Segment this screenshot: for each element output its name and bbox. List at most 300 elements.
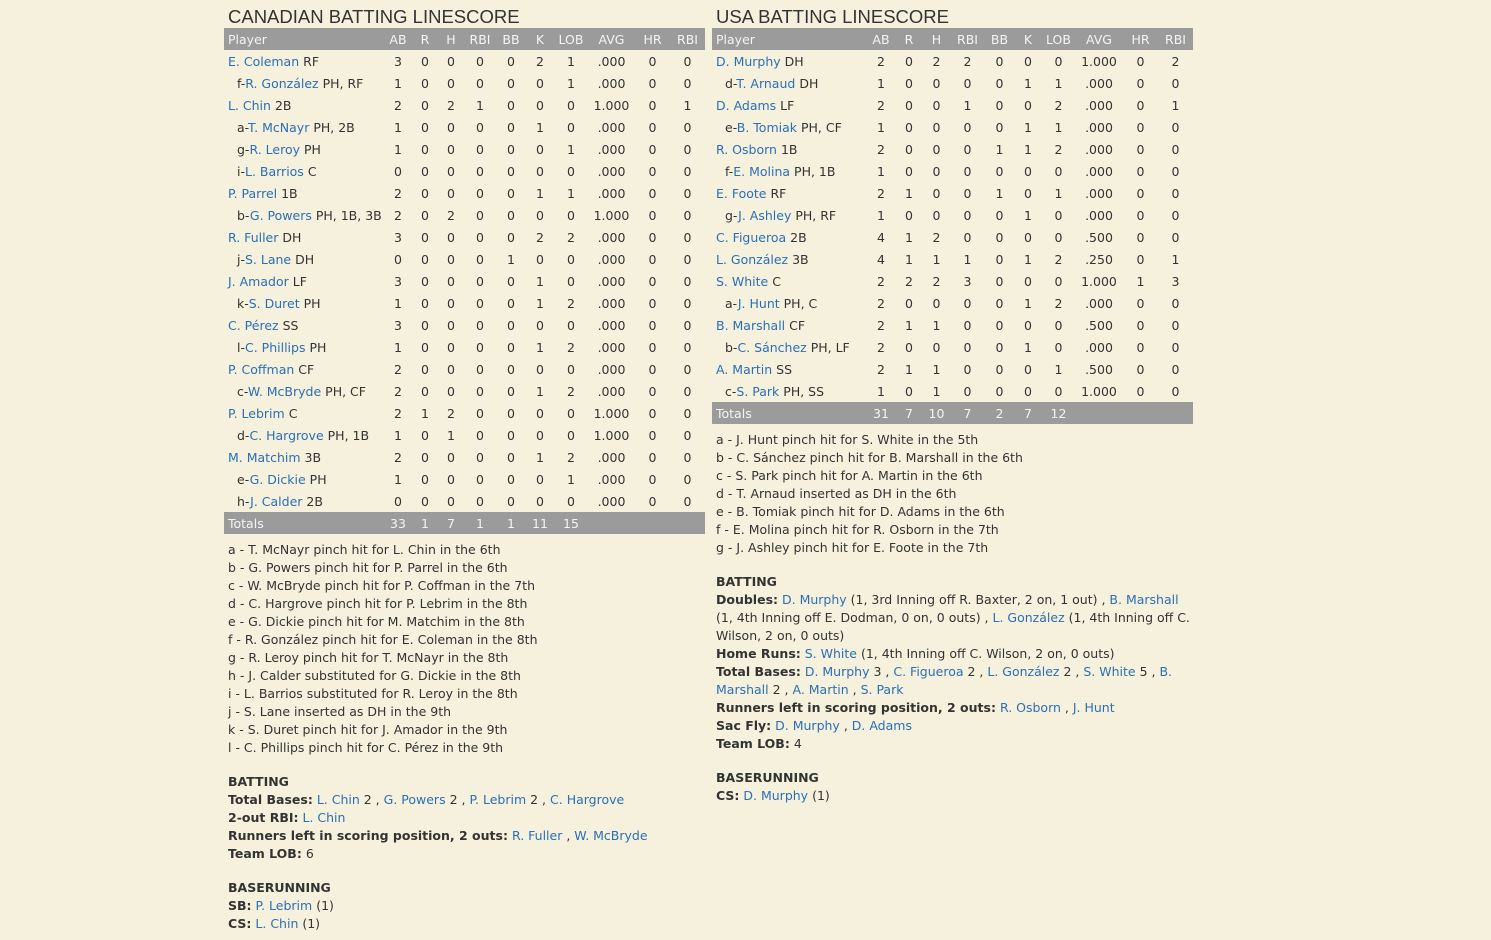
stat-cell: 0 — [1136, 229, 1145, 245]
player-link[interactable]: J. Calder — [250, 493, 303, 509]
table-row — [224, 358, 705, 380]
player-position: PH — [303, 141, 321, 157]
stat-cell: 0 — [421, 163, 429, 179]
stat-cell: 0 — [421, 119, 429, 135]
player-link[interactable]: L. Chin — [302, 810, 346, 825]
detail-text: (1) — [298, 916, 321, 931]
table-row — [224, 72, 705, 94]
player-link[interactable]: C. Figueroa — [716, 229, 787, 245]
player-link[interactable]: E. Molina — [733, 163, 791, 179]
section-heading: BATTING — [228, 774, 289, 789]
stat-cell: 1 — [536, 339, 544, 355]
table-row — [712, 94, 1193, 116]
stat-cell: 0 — [963, 339, 972, 355]
stat-cell: 1 — [567, 185, 575, 201]
stat-cell: 3 — [963, 273, 972, 289]
stat-cell: 0 — [1171, 163, 1180, 179]
player-link[interactable]: P. Lebrim — [469, 792, 527, 807]
stat-cell: 0 — [1024, 163, 1032, 179]
stat-cell: 0 — [683, 383, 692, 399]
totals-cell: 33 — [384, 512, 412, 534]
detail-text: (1, 4th Inning off C. Wilson, 2 on, 0 outs) — [716, 610, 1190, 643]
stat-cell: 3 — [394, 53, 402, 69]
stat-cell: 0 — [1171, 295, 1180, 311]
stat-cell: 0 — [905, 75, 913, 91]
stat-cell: 0 — [1171, 339, 1180, 355]
totals-cell: 7 — [950, 402, 985, 424]
player-cell — [712, 226, 867, 248]
table-row — [224, 94, 705, 116]
player-link[interactable]: D. Murphy — [743, 788, 809, 803]
stat-cell: 0 — [507, 141, 515, 157]
stat-cell: 0 — [476, 207, 484, 223]
stat-cell: 1 — [1171, 251, 1180, 267]
stat-cell: 1 — [1024, 141, 1032, 157]
sub-letter: k- — [237, 295, 249, 311]
column-header: H — [438, 28, 464, 50]
stat-cell: 2 — [877, 361, 885, 377]
stat-cell: 0 — [905, 53, 913, 69]
player-position: PH, 1B — [327, 427, 370, 443]
player-position: PH, 1B — [794, 163, 836, 179]
detail-text: , — [562, 828, 575, 843]
stat-cell: 0 — [507, 405, 515, 421]
stat-cell: 0 — [995, 339, 1004, 355]
player-link[interactable]: T. Arnaud — [736, 75, 796, 91]
sub-letter: l- — [237, 339, 245, 355]
totals-cell — [1123, 402, 1158, 424]
canadian-batting-table — [224, 28, 705, 534]
stat-cell: 0 — [648, 119, 657, 135]
player-link[interactable]: W. McBryde — [247, 383, 322, 399]
stat-cell: 1 — [995, 141, 1004, 157]
detail-line — [228, 915, 705, 933]
player-link[interactable]: D. Murphy — [804, 664, 870, 679]
column-header: AVG — [588, 28, 635, 50]
player-link[interactable]: C. Sánchez — [737, 339, 807, 355]
stat-cell: 0 — [1171, 317, 1180, 333]
stat-cell: 2 — [877, 53, 885, 69]
player-link[interactable]: S. White — [716, 273, 769, 289]
stat-cell: 0 — [963, 229, 972, 245]
substitution-note: g - R. Leroy pinch hit for T. McNayr in the 8th — [228, 650, 509, 665]
table-row — [224, 446, 705, 468]
stat-cell: 0 — [421, 273, 429, 289]
stat-cell: 0 — [507, 449, 515, 465]
stat-cell: 0 — [932, 339, 941, 355]
substitution-notes — [712, 424, 1193, 557]
substitution-note: b - G. Powers pinch hit for P. Parrel in the 6th — [228, 560, 508, 575]
stat-cell: 0 — [394, 493, 402, 509]
stat-cell: .000 — [597, 493, 626, 509]
stat-cell: 0 — [963, 163, 972, 179]
details-section — [224, 863, 705, 933]
substitution-note: j - S. Lane inserted as DH in the 9th — [228, 704, 452, 719]
player-position: 1B — [780, 141, 798, 157]
stat-cell: .000 — [597, 295, 626, 311]
player-link[interactable]: J. Ashley — [738, 207, 792, 223]
stat-cell: 2 — [932, 273, 941, 289]
stat-cell: 0 — [683, 449, 692, 465]
stat-cell: 0 — [995, 163, 1004, 179]
substitution-note: f - R. González pinch hit for E. Coleman in the 8th — [228, 632, 538, 647]
stat-cell: .000 — [597, 53, 626, 69]
stat-cell: 1 — [877, 119, 885, 135]
stat-cell: 0 — [995, 207, 1004, 223]
player-link[interactable]: R. Osborn — [716, 141, 777, 157]
detail-text: 2 , — [445, 792, 470, 807]
player-link[interactable]: R. Fuller — [228, 229, 279, 245]
sub-letter: c- — [725, 383, 737, 399]
player-link[interactable]: E. Coleman — [228, 53, 300, 69]
stat-cell: 0 — [963, 295, 972, 311]
substitution-note: e - G. Dickie pinch hit for M. Matchim in the 8th — [228, 614, 525, 629]
totals-cell: 1 — [464, 512, 496, 534]
player-position: SS — [282, 317, 299, 333]
stat-cell: 0 — [476, 449, 484, 465]
stat-cell: 1 — [1136, 273, 1145, 289]
stat-cell: 0 — [995, 361, 1004, 377]
stat-cell: 0 — [648, 229, 657, 245]
totals-cell — [1158, 402, 1193, 424]
player-cell — [224, 270, 384, 292]
stat-cell: 0 — [507, 207, 515, 223]
player-link[interactable]: L. Chin — [228, 97, 271, 113]
stat-cell: 0 — [447, 493, 455, 509]
stat-cell: 1 — [536, 273, 544, 289]
table-row — [224, 138, 705, 160]
detail-line — [716, 591, 1193, 645]
stat-cell: 0 — [1054, 53, 1063, 69]
player-cell — [712, 94, 867, 116]
sub-letter: e- — [725, 119, 737, 135]
substitution-note: c - W. McBryde pinch hit for P. Coffman in the 7th — [228, 578, 535, 593]
details-section — [712, 753, 1193, 805]
column-header: LOB — [554, 28, 588, 50]
player-link[interactable]: B. Marshall — [1109, 592, 1179, 607]
stat-cell: 0 — [1024, 317, 1032, 333]
stat-cell: 0 — [536, 493, 544, 509]
stat-cell: 0 — [905, 295, 913, 311]
stat-cell: 0 — [932, 163, 941, 179]
player-link[interactable]: D. Adams — [851, 718, 912, 733]
player-link[interactable]: B. Tomiak — [736, 119, 797, 135]
player-link[interactable]: D. Murphy — [775, 718, 840, 733]
stat-cell: 3 — [394, 273, 402, 289]
table-row — [224, 380, 705, 402]
stat-cell: 0 — [932, 119, 941, 135]
player-link[interactable]: L. González — [716, 251, 789, 267]
stat-cell: 0 — [1136, 75, 1145, 91]
substitution-note: k - S. Duret pinch hit for J. Amador in the 9th — [228, 722, 508, 737]
stat-cell: 0 — [567, 251, 575, 267]
stat-cell: 0 — [995, 75, 1004, 91]
player-link[interactable]: L. Chin — [255, 916, 299, 931]
player-link[interactable]: R. Fuller — [511, 828, 563, 843]
stat-cell: 1 — [507, 251, 515, 267]
player-link[interactable]: P. Coffman — [228, 361, 295, 377]
player-cell — [224, 116, 384, 138]
table-header-row — [224, 28, 705, 50]
stat-cell: 1 — [932, 317, 941, 333]
player-link[interactable]: D. Murphy — [782, 592, 847, 607]
stat-cell: 0 — [447, 251, 455, 267]
stat-cell: 0 — [932, 295, 941, 311]
substitution-note: d - C. Hargrove pinch hit for P. Lebrim in the 8th — [228, 596, 528, 611]
detail-label: CS: — [228, 916, 252, 931]
stat-cell: 2 — [394, 383, 402, 399]
player-link[interactable]: G. Powers — [383, 792, 446, 807]
stat-cell: .000 — [597, 317, 626, 333]
stat-cell: 1 — [877, 163, 885, 179]
player-link[interactable]: G. Dickie — [249, 471, 306, 487]
stat-cell: 0 — [567, 119, 575, 135]
detail-text: , — [839, 718, 852, 733]
stat-cell: 0 — [1136, 251, 1145, 267]
table-row — [712, 50, 1193, 72]
stat-cell: 0 — [421, 75, 429, 91]
column-header: BB — [985, 28, 1014, 50]
player-link[interactable]: D. Adams — [716, 97, 777, 113]
substitution-note: d - T. Arnaud inserted as DH in the 6th — [716, 486, 957, 501]
player-link[interactable]: B. Marshall — [716, 317, 786, 333]
substitution-note: l - C. Phillips pinch hit for C. Pérez in the 9th — [228, 740, 504, 755]
stat-cell: 0 — [476, 273, 484, 289]
stat-cell: 0 — [394, 163, 402, 179]
stat-cell: 0 — [507, 163, 515, 179]
stat-cell: .000 — [597, 75, 626, 91]
stat-cell: 1 — [905, 251, 913, 267]
stat-cell: 0 — [447, 185, 455, 201]
player-link[interactable]: C. Pérez — [228, 317, 279, 333]
player-link[interactable]: L. González — [987, 664, 1060, 679]
player-link[interactable]: S. White — [804, 646, 857, 661]
stat-cell: 0 — [507, 119, 515, 135]
player-link[interactable]: C. Figueroa — [893, 664, 964, 679]
stat-cell: 0 — [683, 75, 692, 91]
stat-cell: 1 — [476, 97, 484, 113]
stat-cell: 0 — [476, 339, 484, 355]
stat-cell: 0 — [1171, 361, 1180, 377]
player-link[interactable]: J. Amador — [228, 273, 289, 289]
player-link[interactable]: L. González — [992, 610, 1065, 625]
stat-cell: 0 — [421, 383, 429, 399]
player-link[interactable]: P. Lebrim — [228, 405, 285, 421]
column-header: R — [895, 28, 923, 50]
stat-cell: 0 — [447, 119, 455, 135]
stat-cell: 0 — [995, 97, 1004, 113]
stat-cell: 0 — [963, 119, 972, 135]
stat-cell: 0 — [476, 229, 484, 245]
player-cell — [224, 402, 384, 424]
detail-line — [716, 717, 1193, 735]
stat-cell: 0 — [963, 317, 972, 333]
substitution-note: a - T. McNayr pinch hit for L. Chin in the 6th — [228, 542, 501, 557]
stat-cell: 0 — [507, 53, 515, 69]
detail-text: (1) — [312, 898, 334, 913]
player-link[interactable]: S. Park — [736, 383, 780, 399]
table-row — [712, 314, 1193, 336]
totals-row — [712, 402, 1193, 424]
stat-cell: 2 — [1171, 53, 1180, 69]
sub-letter: j- — [237, 251, 245, 267]
totals-row — [224, 512, 705, 534]
stat-cell: .000 — [597, 251, 626, 267]
stat-cell: 0 — [963, 185, 972, 201]
player-cell — [224, 160, 384, 182]
column-header: AB — [867, 28, 895, 50]
player-link[interactable]: L. Chin — [316, 792, 360, 807]
table-row — [712, 138, 1193, 160]
sub-letter: a- — [237, 119, 249, 135]
stat-cell: 0 — [567, 361, 575, 377]
stat-cell: 0 — [421, 141, 429, 157]
stat-cell: 1 — [394, 339, 402, 355]
stat-cell: .000 — [597, 229, 626, 245]
player-cell — [224, 50, 384, 72]
player-cell — [224, 138, 384, 160]
stat-cell: 0 — [1024, 361, 1032, 377]
detail-text: 2 , — [768, 682, 793, 697]
player-cell — [712, 72, 867, 94]
stat-cell: 0 — [963, 361, 972, 377]
stat-cell: 0 — [1136, 185, 1145, 201]
stat-cell: 0 — [567, 317, 575, 333]
player-link[interactable]: D. Murphy — [716, 53, 781, 69]
player-position: PH, RF — [795, 207, 837, 223]
player-link[interactable]: B. Marshall — [716, 664, 1173, 697]
stat-cell: 3 — [1171, 273, 1180, 289]
player-position: PH, CF — [325, 383, 366, 399]
player-position: PH — [303, 295, 321, 311]
player-position: DH — [282, 229, 302, 245]
stat-cell: 2 — [394, 449, 402, 465]
stat-cell: 2 — [567, 295, 575, 311]
column-header: H — [923, 28, 950, 50]
stat-cell: 0 — [648, 141, 657, 157]
stat-cell: 0 — [421, 361, 429, 377]
stat-cell: 1 — [1054, 361, 1063, 377]
stat-cell: 1 — [1054, 119, 1063, 135]
stat-cell: 3 — [394, 317, 402, 333]
stat-cell: 1 — [421, 405, 429, 421]
table-header-row — [712, 28, 1193, 50]
table-row — [224, 204, 705, 226]
player-position: PH, CF — [800, 119, 842, 135]
stat-cell: 2 — [394, 185, 402, 201]
stat-cell: 2 — [394, 361, 402, 377]
stat-cell: 1 — [932, 383, 941, 399]
stat-cell: 2 — [447, 207, 455, 223]
stat-cell: 0 — [421, 97, 429, 113]
stat-cell: 0 — [648, 53, 657, 69]
detail-text: , — [1060, 700, 1073, 715]
player-link[interactable]: W. McBryde — [574, 828, 648, 843]
stat-cell: 1 — [394, 295, 402, 311]
player-link[interactable]: A. Martin — [792, 682, 849, 697]
stat-cell: .000 — [597, 449, 626, 465]
detail-label: Sac Fly: — [716, 718, 772, 733]
column-header: AVG — [1075, 28, 1123, 50]
totals-label: Totals — [712, 402, 867, 424]
player-position: 2B — [274, 97, 292, 113]
detail-line — [228, 827, 705, 845]
player-link[interactable]: C. Phillips — [244, 339, 306, 355]
player-cell — [224, 446, 384, 468]
stat-cell: 0 — [648, 207, 657, 223]
table-row — [712, 160, 1193, 182]
column-header: Player — [712, 28, 867, 50]
player-link[interactable]: T. McNayr — [248, 119, 310, 135]
detail-text: (1, 3rd Inning off R. Baxter, 2 on, 1 out) , — [846, 592, 1110, 607]
section-heading: BASERUNNING — [716, 770, 819, 785]
stat-cell: 0 — [1054, 317, 1063, 333]
stat-cell: 0 — [447, 53, 455, 69]
player-link[interactable]: S. Lane — [244, 251, 292, 267]
stat-cell: 0 — [536, 405, 544, 421]
column-header: HR — [1123, 28, 1158, 50]
detail-label: Doubles: — [716, 592, 779, 607]
player-link[interactable]: C. Hargrove — [550, 792, 625, 807]
player-link[interactable]: J. Hunt — [1072, 700, 1115, 715]
detail-text: 2 , — [526, 792, 551, 807]
player-link[interactable]: E. Foote — [716, 185, 767, 201]
stat-cell: 2 — [1054, 251, 1063, 267]
player-link[interactable]: J. Hunt — [737, 295, 780, 311]
stat-cell: 0 — [1171, 141, 1180, 157]
player-link[interactable]: C. Hargrove — [249, 427, 324, 443]
table-row — [224, 182, 705, 204]
player-link[interactable]: P. Parrel — [228, 185, 278, 201]
stat-cell: 1 — [536, 383, 544, 399]
player-position: PH — [309, 471, 327, 487]
player-cell — [224, 380, 384, 402]
stat-cell: 2 — [877, 273, 885, 289]
stat-cell: 0 — [536, 75, 544, 91]
stat-cell: 0 — [507, 361, 515, 377]
sub-letter: g- — [725, 207, 739, 223]
player-link[interactable]: A. Martin — [716, 361, 773, 377]
player-position: 2B — [306, 493, 323, 509]
player-link[interactable]: S. Duret — [248, 295, 300, 311]
player-link[interactable]: S. Park — [860, 682, 904, 697]
stat-cell: 2 — [394, 97, 402, 113]
table-row — [712, 226, 1193, 248]
stat-cell: 1 — [1024, 119, 1032, 135]
player-link[interactable]: R. González — [245, 75, 319, 91]
player-link[interactable]: P. Lebrim — [255, 898, 313, 913]
player-position: RF — [770, 185, 787, 201]
stat-cell: 0 — [476, 317, 484, 333]
stat-cell: 0 — [476, 75, 484, 91]
sub-letter: a- — [725, 295, 738, 311]
stat-cell: .000 — [1085, 295, 1113, 311]
stat-cell: 0 — [536, 251, 544, 267]
totals-cell — [635, 512, 670, 534]
stat-cell: 0 — [1054, 383, 1063, 399]
player-link[interactable]: S. White — [1083, 664, 1136, 679]
player-link[interactable]: L. Barrios — [244, 163, 304, 179]
player-position: LF — [292, 273, 307, 289]
stat-cell: 1 — [683, 97, 692, 113]
stat-cell: .000 — [597, 185, 626, 201]
player-link[interactable]: R. Osborn — [999, 700, 1061, 715]
detail-line — [716, 663, 1193, 699]
player-link[interactable]: G. Powers — [249, 207, 312, 223]
player-link[interactable]: R. Leroy — [249, 141, 300, 157]
player-link[interactable]: M. Matchim — [228, 449, 301, 465]
stat-cell: 1 — [567, 141, 575, 157]
